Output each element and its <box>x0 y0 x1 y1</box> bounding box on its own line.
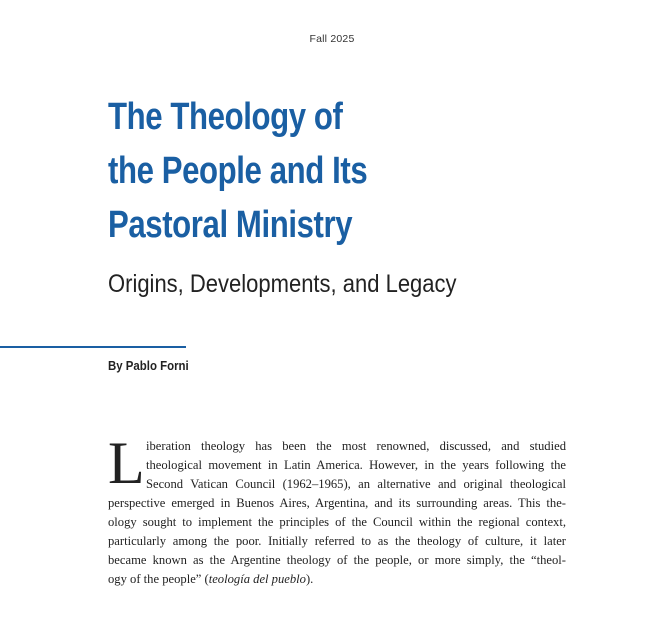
body-line: Second Vatican Council (1962–1965), an alternative and original theological <box>146 477 566 491</box>
title-line: The Theology of <box>108 96 343 138</box>
body-line: ology sought to implement the principles of the Council within the regional context, <box>108 515 566 529</box>
issue-label: Fall 2025 <box>309 33 355 45</box>
body-text-span: ogy of the people” ( <box>108 572 209 586</box>
title-line: the People and Its <box>108 150 368 192</box>
title-line: Pastoral Ministry <box>108 204 353 246</box>
body-line: theological movement in Latin America. However, in the years following the <box>146 458 566 472</box>
article-body <box>108 430 566 589</box>
body-line-last <box>108 570 566 589</box>
body-text-span: ). <box>305 572 314 586</box>
divider-rule <box>0 346 186 348</box>
body-line: iberation theology has been the most renowned, discussed, and studied <box>146 439 566 453</box>
body-line: became known as the Argentine theology of the people, or more simply, the “theol- <box>108 553 566 567</box>
italic-term: teología del pueblo <box>208 572 306 586</box>
byline: By Pablo Forni <box>108 358 189 373</box>
article-subtitle: Origins, Developments, and Legacy <box>108 270 457 298</box>
body-line: particularly among the poor. Initially referred to as the theology of culture, it later <box>108 534 566 548</box>
body-line: perspective emerged in Buenos Aires, Argentina, and its surrounding areas. This the- <box>108 496 566 510</box>
drop-cap: L <box>108 430 145 496</box>
article-title <box>108 90 534 252</box>
